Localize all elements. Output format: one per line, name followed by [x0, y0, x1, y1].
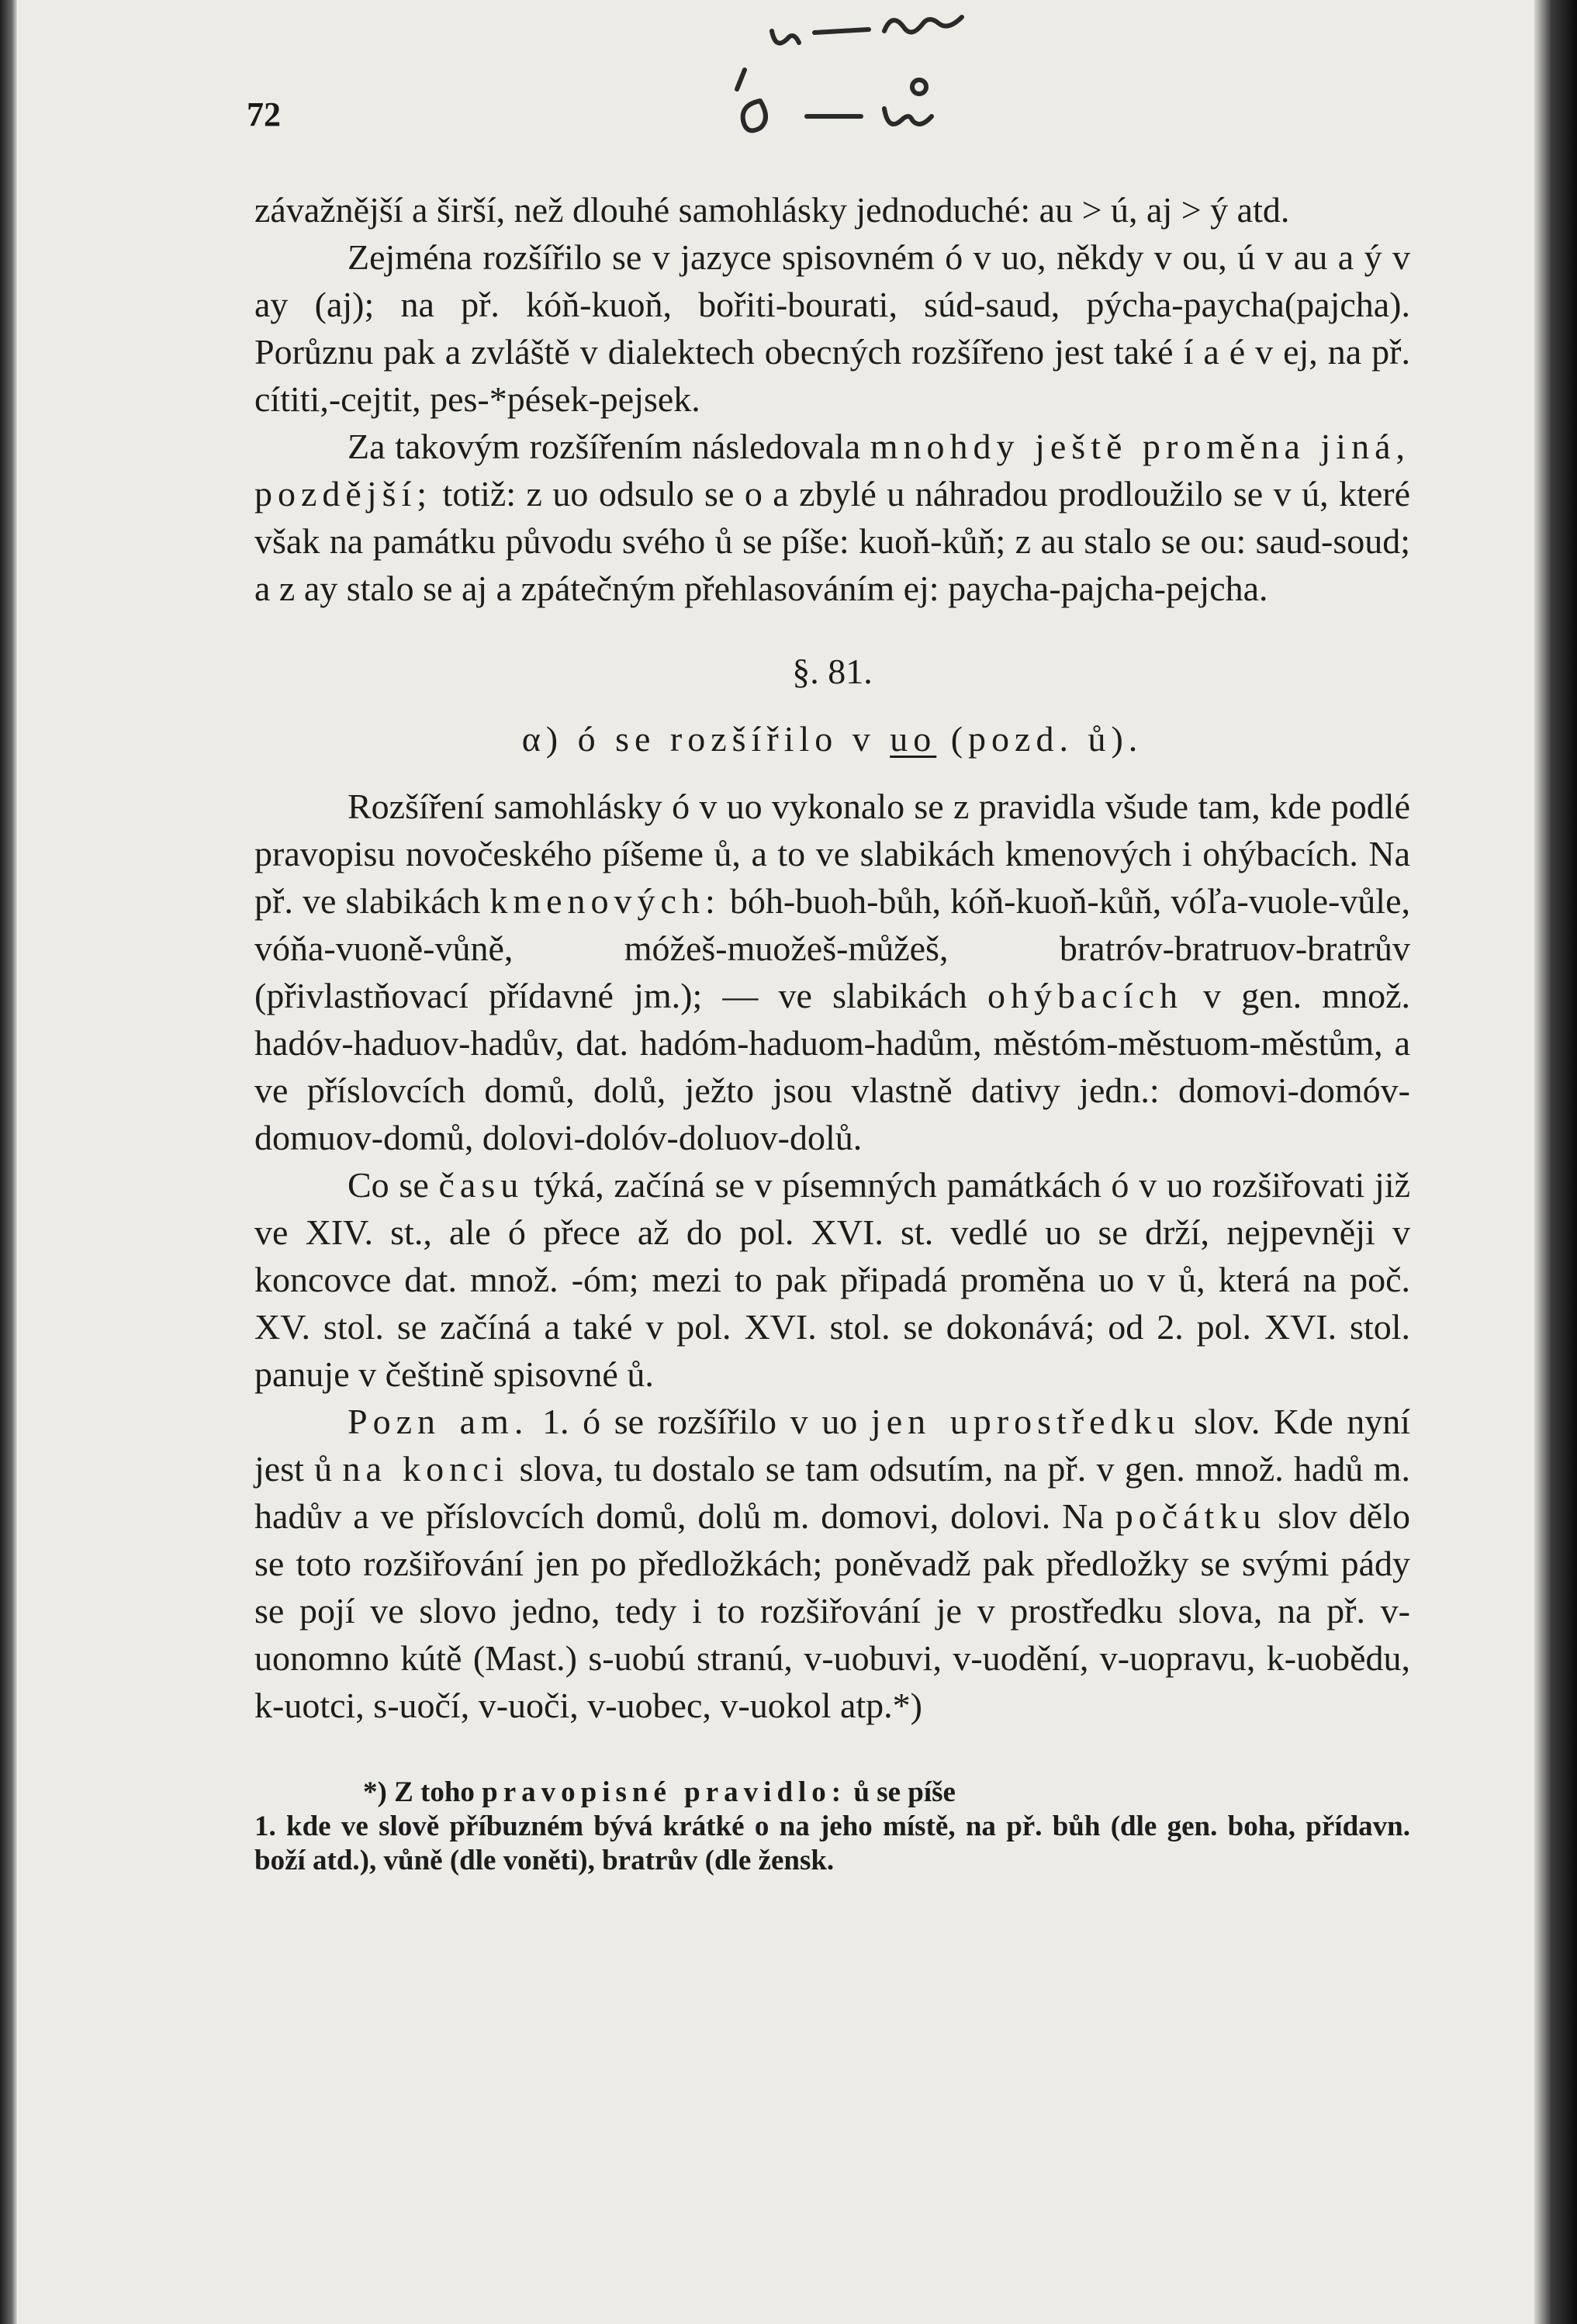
- footnote-line-2: 1. kde ve slově příbuzném bývá krátké o na jeho místě, na př. bůh (dle gen. boha, přídavn. boží atd.), vůně (dle voněti), bratrův (dle žensk.: [254, 1810, 1410, 1876]
- paragraph-6-spaced-2: na konci: [342, 1449, 510, 1489]
- page-text: [254, 186, 1410, 1878]
- handwritten-note: [698, 0, 1055, 155]
- paragraph-5-rest: týká, začíná se v písemných památkách ó v uo rozšiřovati již ve XIV. st., ale ó přece až do pol. XVI. st. vedlé uo se drží, nejpevněji v koncovce dat. množ. -óm; mezi to pak připadá proměna uo v ů, která na poč. XV. stol. se začíná a také v pol. XVI. stol. se dokonává; od 2. pol. XVI. stol. panuje v češtině spisovné ů.: [254, 1165, 1411, 1394]
- page-number: 72: [247, 95, 281, 133]
- footnote-line-1-start: *) Z toho: [363, 1776, 475, 1808]
- paragraph-5-start: Co se: [348, 1165, 429, 1205]
- left-scan-edge: [0, 0, 17, 2324]
- paragraph-4-spaced-1: kmenových:: [489, 881, 721, 921]
- paragraph-4-spaced-2: ohýbacích: [987, 976, 1183, 1015]
- section-heading-end: (pozd. ů).: [950, 719, 1143, 759]
- paragraph-6-d: slov dělo se toto rozšiřování jen po předložkách; poněvadž pak předložky se svými pády se pojí ve slovo jedno, tedy i to rozšiřování je v prostředku slova, na př. v-uonomno kútě (Mast.) s-uobú stranú, v-uobuvi, v-uodění, v-uopravu, k-uobědu, k-uotci, s-uočí, v-uoči, v-uobec, v-uokol atp.*): [254, 1496, 1411, 1725]
- paragraph-2: Zejména rozšířilo se v jazyce spisovném ó v uo, někdy v ou, ú v au a ý v ay (aj); na př. kóň-kuoň, bořiti-bourati, súd-saud, pýcha-paycha(pajcha). Porůznu pak a zvláště v dialektech obecných rozšířeno jest také í a é v ej, na př. cítiti,-cejtit, pes-*pések-pejsek.: [254, 237, 1410, 419]
- paragraph-3: [254, 423, 1410, 612]
- paragraph-6-spaced-3: počátku: [1115, 1496, 1267, 1536]
- poznamka-label: Pozn am.: [348, 1402, 529, 1441]
- paragraph-4-end: v gen. množ. hadóv-haduov-hadův, dat. hadóm-haduom-hadům, městóm-městuom-městům, a ve příslovcích domů, dolů, ježto jsou vlastně dativy jedn.: domovi-domóv-domuov-domů, dolovi-dolóv-doluov-dolů.: [254, 976, 1411, 1157]
- paragraph-3-spaced: mnohdy ještě proměna jiná, pozdější;: [254, 427, 1410, 514]
- section-heading-uo: uo: [890, 719, 937, 759]
- section-heading-start: α) ó se rozšířilo v: [521, 719, 876, 759]
- paragraph-5-spaced: času: [438, 1165, 524, 1205]
- section-number: §. 81.: [792, 652, 873, 691]
- footnote-line-1-end: ů se píše: [853, 1776, 956, 1808]
- paragraph-6: [254, 1398, 1410, 1729]
- footnote: [254, 1776, 1410, 1878]
- paragraph-6-c: slova, tu dostalo se tam odsutím, na př. v gen. množ. hadů m. hadův a ve příslovcích domů, dolů m. domovi, dolovi. Na: [254, 1449, 1410, 1536]
- paragraph-3-rest: totiž: z uo odsulo se o a zbylé u náhradou prodloužilo se v ú, které však na památku původu svého ů se píše: kuoň-kůň; z au stalo se ou: saud-soud; a z ay stalo se aj a zpátečným přehlasováním ej: paycha-pajcha-pejcha.: [254, 474, 1411, 608]
- paragraph-6-spaced-1: jen uprostředku: [870, 1402, 1181, 1441]
- section-heading: [254, 715, 1410, 763]
- paragraph-6-b: slov. Kde nyní jest ů: [254, 1402, 1411, 1489]
- paragraph-4: [254, 783, 1410, 1161]
- right-scan-edge: [1534, 0, 1577, 2324]
- paragraph-6-a: 1. ó se rozšířilo v uo: [541, 1402, 858, 1441]
- paragraph-3-start: Za takovým rozšířením následovala: [348, 427, 861, 466]
- paragraph-4-start: Rozšíření samohlásky ó v uo vykonalo se z pravidla všude tam, kde podlé pravopisu novočeského píšeme ů, a to ve slabikách kmenových i ohýbacích. Na př. ve slabikách: [254, 787, 1410, 921]
- paragraph-5: [254, 1161, 1410, 1398]
- paragraph-4-mid: bóh-buoh-bůh, kóň-kuoň-kůň, vóľa-vuole-vůle, vóňa-vuoně-vůně, móžeš-muožeš-můžeš, bratróv-bratruov-bratrův (přivlastňovací přídavné jm.); — ve slabikách: [254, 881, 1411, 1015]
- footnote-line-1-spaced: pravopisné pravidlo:: [482, 1776, 847, 1808]
- paragraph-1: závažnější a širší, než dlouhé samohlásky jednoduché: au > ú, aj > ý atd.: [254, 190, 1290, 230]
- footnote-line-1: [254, 1776, 1410, 1810]
